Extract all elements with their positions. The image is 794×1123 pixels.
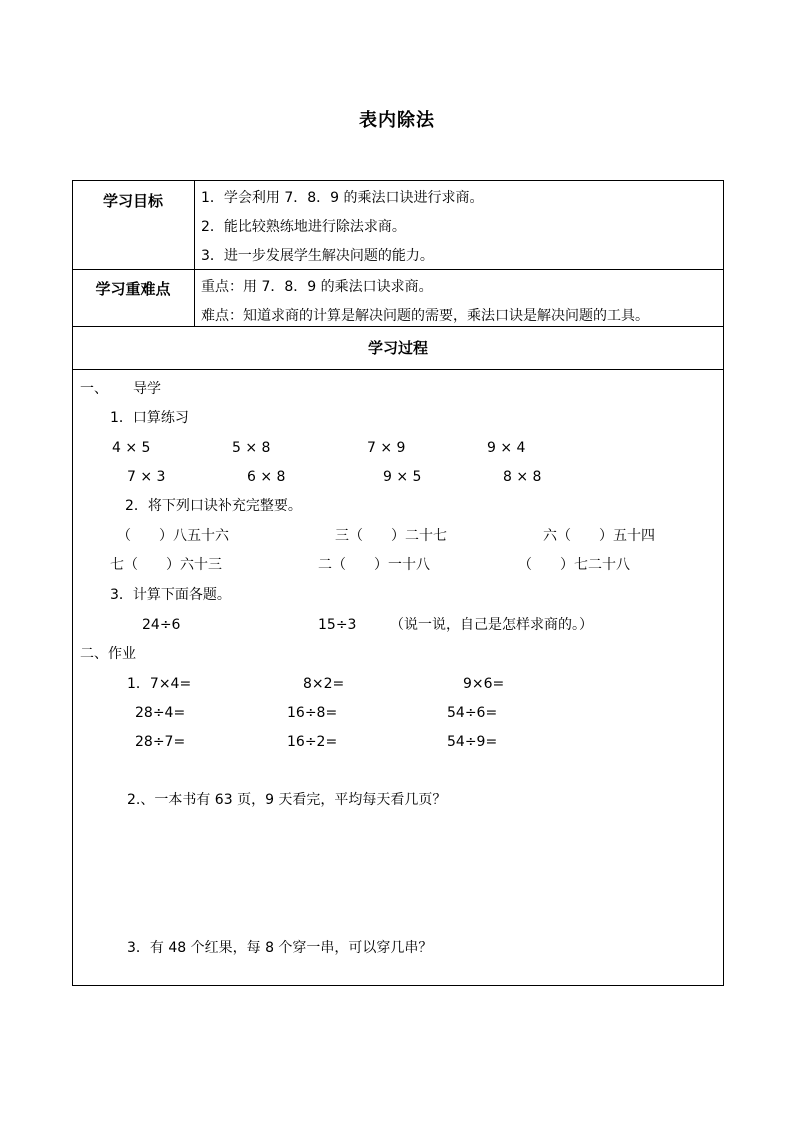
homework-item: 54÷6= xyxy=(447,705,498,721)
homework-item: 28÷7= xyxy=(135,734,186,750)
oral-practice-title: 1．口算练习 xyxy=(110,410,189,426)
goal-item: 1．学会利用 7．8．9 的乘法口诀进行求商。 xyxy=(201,190,484,206)
difficulty-item: 重点：用 7．8．9 的乘法口诀求商。 xyxy=(201,279,433,295)
calc-item: 15÷3 xyxy=(318,617,357,633)
homework-item: 16÷8= xyxy=(287,705,338,721)
oral-item: 7 × 9 xyxy=(367,440,406,456)
table-divider xyxy=(72,369,724,370)
homework-item: 9×6= xyxy=(463,676,505,692)
section1-title: 导学 xyxy=(133,381,161,397)
section1-number: 一、 xyxy=(80,381,108,397)
homework-item: 54÷9= xyxy=(447,734,498,750)
homework-item: 16÷2= xyxy=(287,734,338,750)
oral-item: 7 × 3 xyxy=(127,469,166,485)
goals-label: 学习目标 xyxy=(102,192,163,210)
word-problem: 3．有 48 个红果，每 8 个穿一串，可以穿几串？ xyxy=(127,940,433,956)
fill-blank-item: （ ）八五十六 xyxy=(117,528,229,544)
table-divider xyxy=(72,326,724,327)
goal-item: 2．能比较熟练地进行除法求商。 xyxy=(201,219,406,235)
oral-item: 6 × 8 xyxy=(247,469,286,485)
oral-item: 8 × 8 xyxy=(503,469,542,485)
homework-item: 1．7×4= xyxy=(127,676,192,692)
difficulty-label: 学习重难点 xyxy=(95,280,171,298)
oral-item: 5 × 8 xyxy=(232,440,271,456)
fill-blank-item: 二（ ）一十八 xyxy=(318,557,430,573)
fill-blank-title: 2．将下列口诀补充完整要。 xyxy=(125,498,302,514)
lesson-table xyxy=(72,180,724,986)
fill-blank-item: 七（ ）六十三 xyxy=(110,557,222,573)
page-title: 表内除法 xyxy=(359,110,435,131)
difficulty-item: 难点：知道求商的计算是解决问题的需要，乘法口诀是解决问题的工具。 xyxy=(201,308,649,324)
calc-title: 3．计算下面各题。 xyxy=(110,587,231,603)
calc-item: 24÷6 xyxy=(142,617,181,633)
word-problem: 2.、一本书有 63 页，9 天看完，平均每天看几页？ xyxy=(127,792,447,808)
fill-blank-item: 三（ ）二十七 xyxy=(335,528,447,544)
section2-title: 二、作业 xyxy=(80,646,136,662)
homework-item: 8×2= xyxy=(303,676,345,692)
oral-item: 4 × 5 xyxy=(112,440,151,456)
oral-item: 9 × 4 xyxy=(487,440,526,456)
homework-item: 28÷4= xyxy=(135,705,186,721)
table-column-divider xyxy=(194,180,195,326)
fill-blank-item: 六（ ）五十四 xyxy=(543,528,655,544)
process-label: 学习过程 xyxy=(367,339,428,357)
goal-item: 3．进一步发展学生解决问题的能力。 xyxy=(201,248,434,264)
table-divider xyxy=(72,269,724,270)
fill-blank-item: （ ）七二十八 xyxy=(518,557,630,573)
calc-note: （说一说，自己是怎样求商的。） xyxy=(390,617,593,633)
oral-item: 9 × 5 xyxy=(383,469,422,485)
